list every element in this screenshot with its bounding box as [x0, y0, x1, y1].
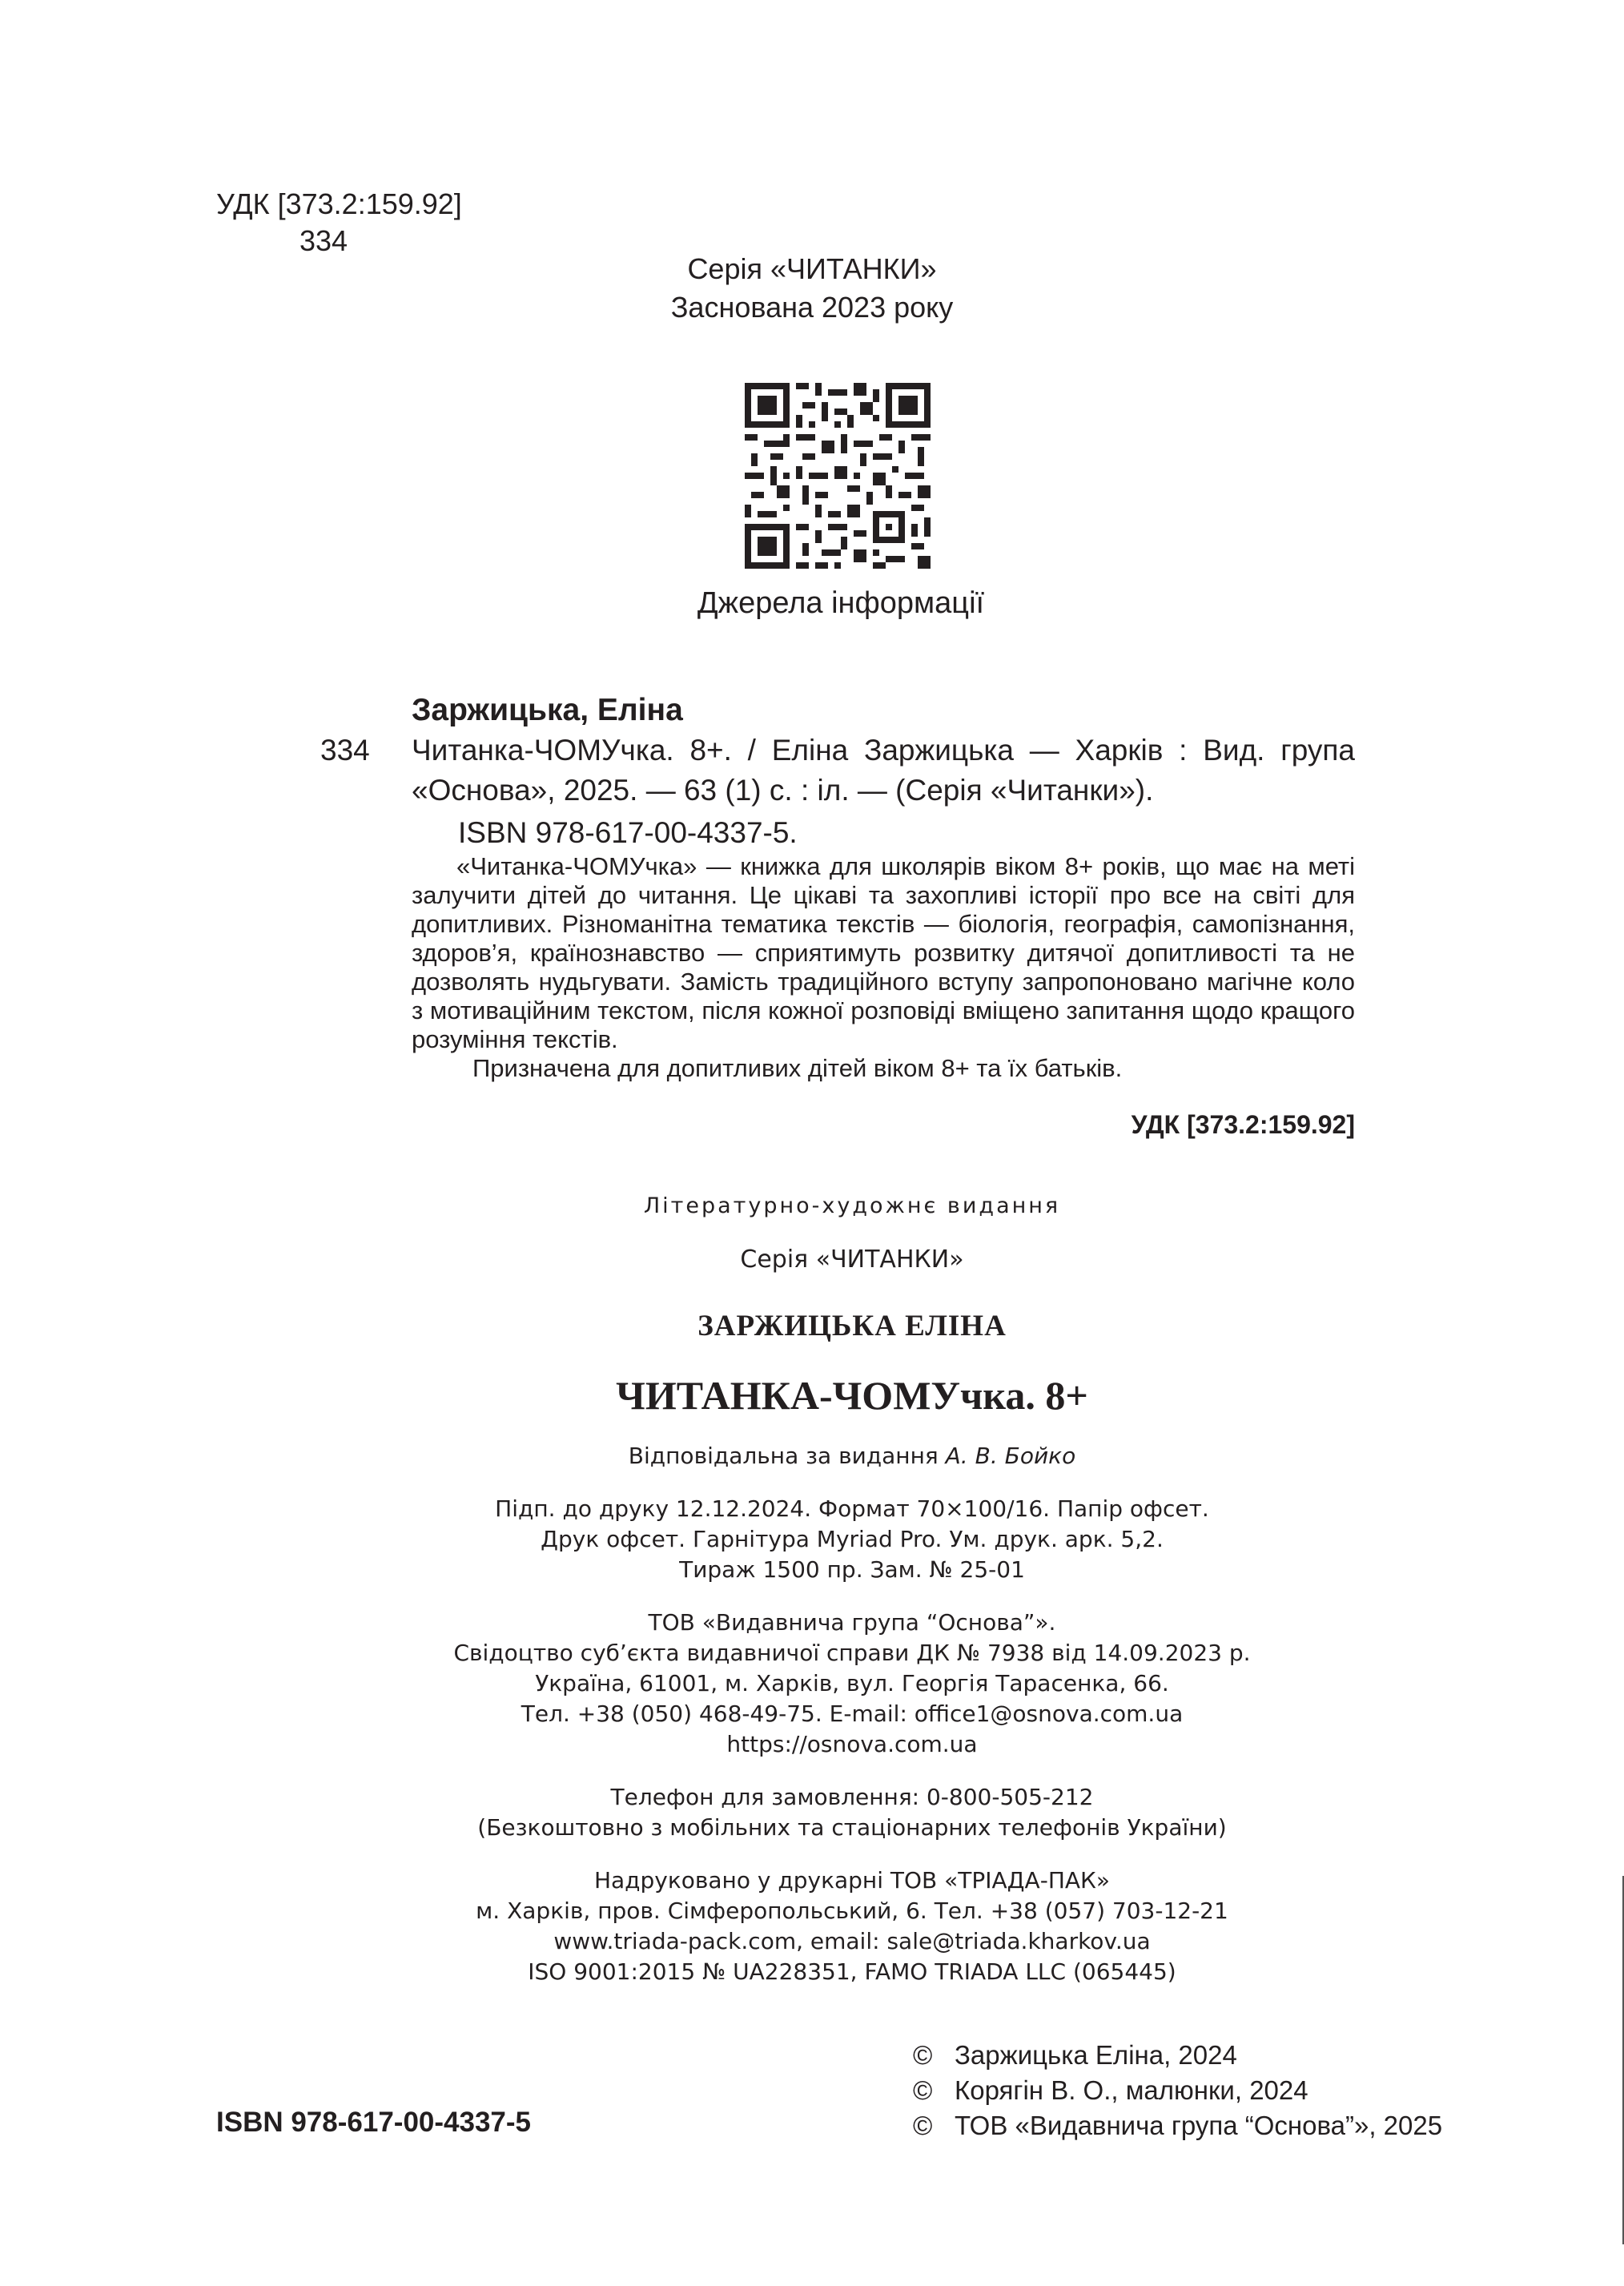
imprint-series: Серія «ЧИТАНКИ»: [740, 1246, 964, 1274]
orders-line: (Безкоштовно з мобільних та стаціонарних телефонів України): [477, 1814, 1227, 1841]
print-detail-line: Тираж 1500 пр. Зам. № 25-01: [679, 1556, 1025, 1583]
udk-top-code: УДК [373.2:159.92]: [216, 187, 462, 220]
print-detail-line: Друк офсет. Гарнітура Myriad Pro. Ум. друк. арк. 5,2.: [541, 1526, 1164, 1552]
printer-line: www.triada-pack.com, email: sale@triada.kharkov.ua: [553, 1928, 1151, 1954]
publisher-line: Тел. +38 (050) 468-49-75. E-mail: office1@osnova.com.ua: [521, 1700, 1184, 1727]
series-founded: Заснована 2023 року: [670, 291, 954, 324]
imprint-title: ЧИТАНКА-ЧОМУчка. 8+: [616, 1373, 1088, 1418]
imprint-genre: Літературно-художнє видання: [643, 1193, 1061, 1218]
print-detail-line: Підп. до друку 12.12.2024. Формат 70×100/16. Папір офсет.: [495, 1495, 1209, 1522]
qr-caption: Джерела інформації: [697, 586, 985, 620]
copyright-icon: ©: [913, 2111, 933, 2140]
abstract-audience: Призначена для допитливих дітей віком 8+ та їх батьків.: [472, 1054, 1123, 1082]
record-description: Читанка-ЧОМУчка. 8+. / Еліна Заржицька — Харків : Вид. група «Основа», 2025. — 63 (1) с. : іл. — (Серія «Читанки»).: [412, 734, 1355, 807]
series-title: Серія «ЧИТАНКИ»: [687, 252, 937, 285]
copyright-line: © Корягін В. О., малюнки, 2024: [913, 2073, 1442, 2108]
printer-line: Надруковано у друкарні ТОВ «ТРІАДА-ПАК»: [593, 1867, 1111, 1894]
publisher-line: ТОВ «Видавнича група “Основа”».: [648, 1609, 1056, 1636]
responsible-label: Відповідальна за видання: [628, 1443, 939, 1469]
publisher-line: Україна, 61001, м. Харків, вул. Георгія Тарасенка, 66.: [535, 1670, 1169, 1696]
record-author-sign: 334: [320, 734, 370, 767]
orders-line: Телефон для замовлення: 0-800-505-212: [610, 1784, 1094, 1810]
isbn-bottom: ISBN 978-617-00-4337-5: [216, 2107, 532, 2138]
qr-code-icon: [745, 383, 931, 569]
series-header: [0, 250, 1624, 327]
record-author: Заржицька, Еліна: [412, 693, 683, 727]
copyright-icon: ©: [913, 2075, 933, 2105]
udk-top: [216, 186, 462, 260]
imprint-responsible: [0, 1441, 1624, 1471]
abstract-udk: УДК [373.2:159.92]: [1131, 1110, 1355, 1139]
copyright-line: © Заржицька Еліна, 2024: [913, 2038, 1442, 2073]
udk-top-author-sign: 334: [299, 224, 348, 257]
imprint-publisher: [0, 1608, 1624, 1760]
imprint-orders: [0, 1782, 1624, 1843]
bibliographic-record: [320, 690, 1355, 855]
abstract: [412, 852, 1355, 1083]
record-isbn: ISBN 978-617-00-4337-5.: [458, 816, 798, 849]
responsible-name: А. В. Бойко: [945, 1443, 1076, 1469]
imprint-author: ЗАРЖИЦЬКА ЕЛІНА: [697, 1310, 1007, 1342]
printer-line: ISO 9001:2015 № UA228351, FAMO TRIADA LLC (065445): [528, 1958, 1176, 1985]
publisher-line: https://osnova.com.ua: [726, 1731, 978, 1757]
imprint: [0, 1193, 1624, 1987]
imprint-printer: [0, 1865, 1624, 1987]
copyright-line: © ТОВ «Видавнича група “Основа”», 2025: [913, 2108, 1442, 2143]
copyright-icon: ©: [913, 2040, 933, 2070]
printer-line: м. Харків, пров. Сімферопольський, 6. Тел. +38 (057) 703-12-21: [476, 1898, 1228, 1924]
publisher-line: Свідоцтво суб’єкта видавничої справи ДК № 7938 від 14.09.2023 р.: [453, 1640, 1251, 1666]
imprint-print-details: [0, 1494, 1624, 1585]
abstract-paragraph: «Читанка-ЧОМУчка» — книжка для школярів віком 8+ років, що має на меті залучити дітей до читання. Це цікаві та захопливі історії про все на світі для допитливих. Різноманітна тематика текстів — біологія, географія, самопізнання, здоров’я, країнознавство — сприятимуть розвитку дитячої допитливості та не дозволять нудьгувати. Замість традиційного вступу запропоновано магічне коло з мотиваційним текстом, після кожної розповіді вміщено запитання щодо кращого розуміння текстів.: [412, 852, 1355, 1053]
copyright-block: [913, 2038, 1442, 2143]
